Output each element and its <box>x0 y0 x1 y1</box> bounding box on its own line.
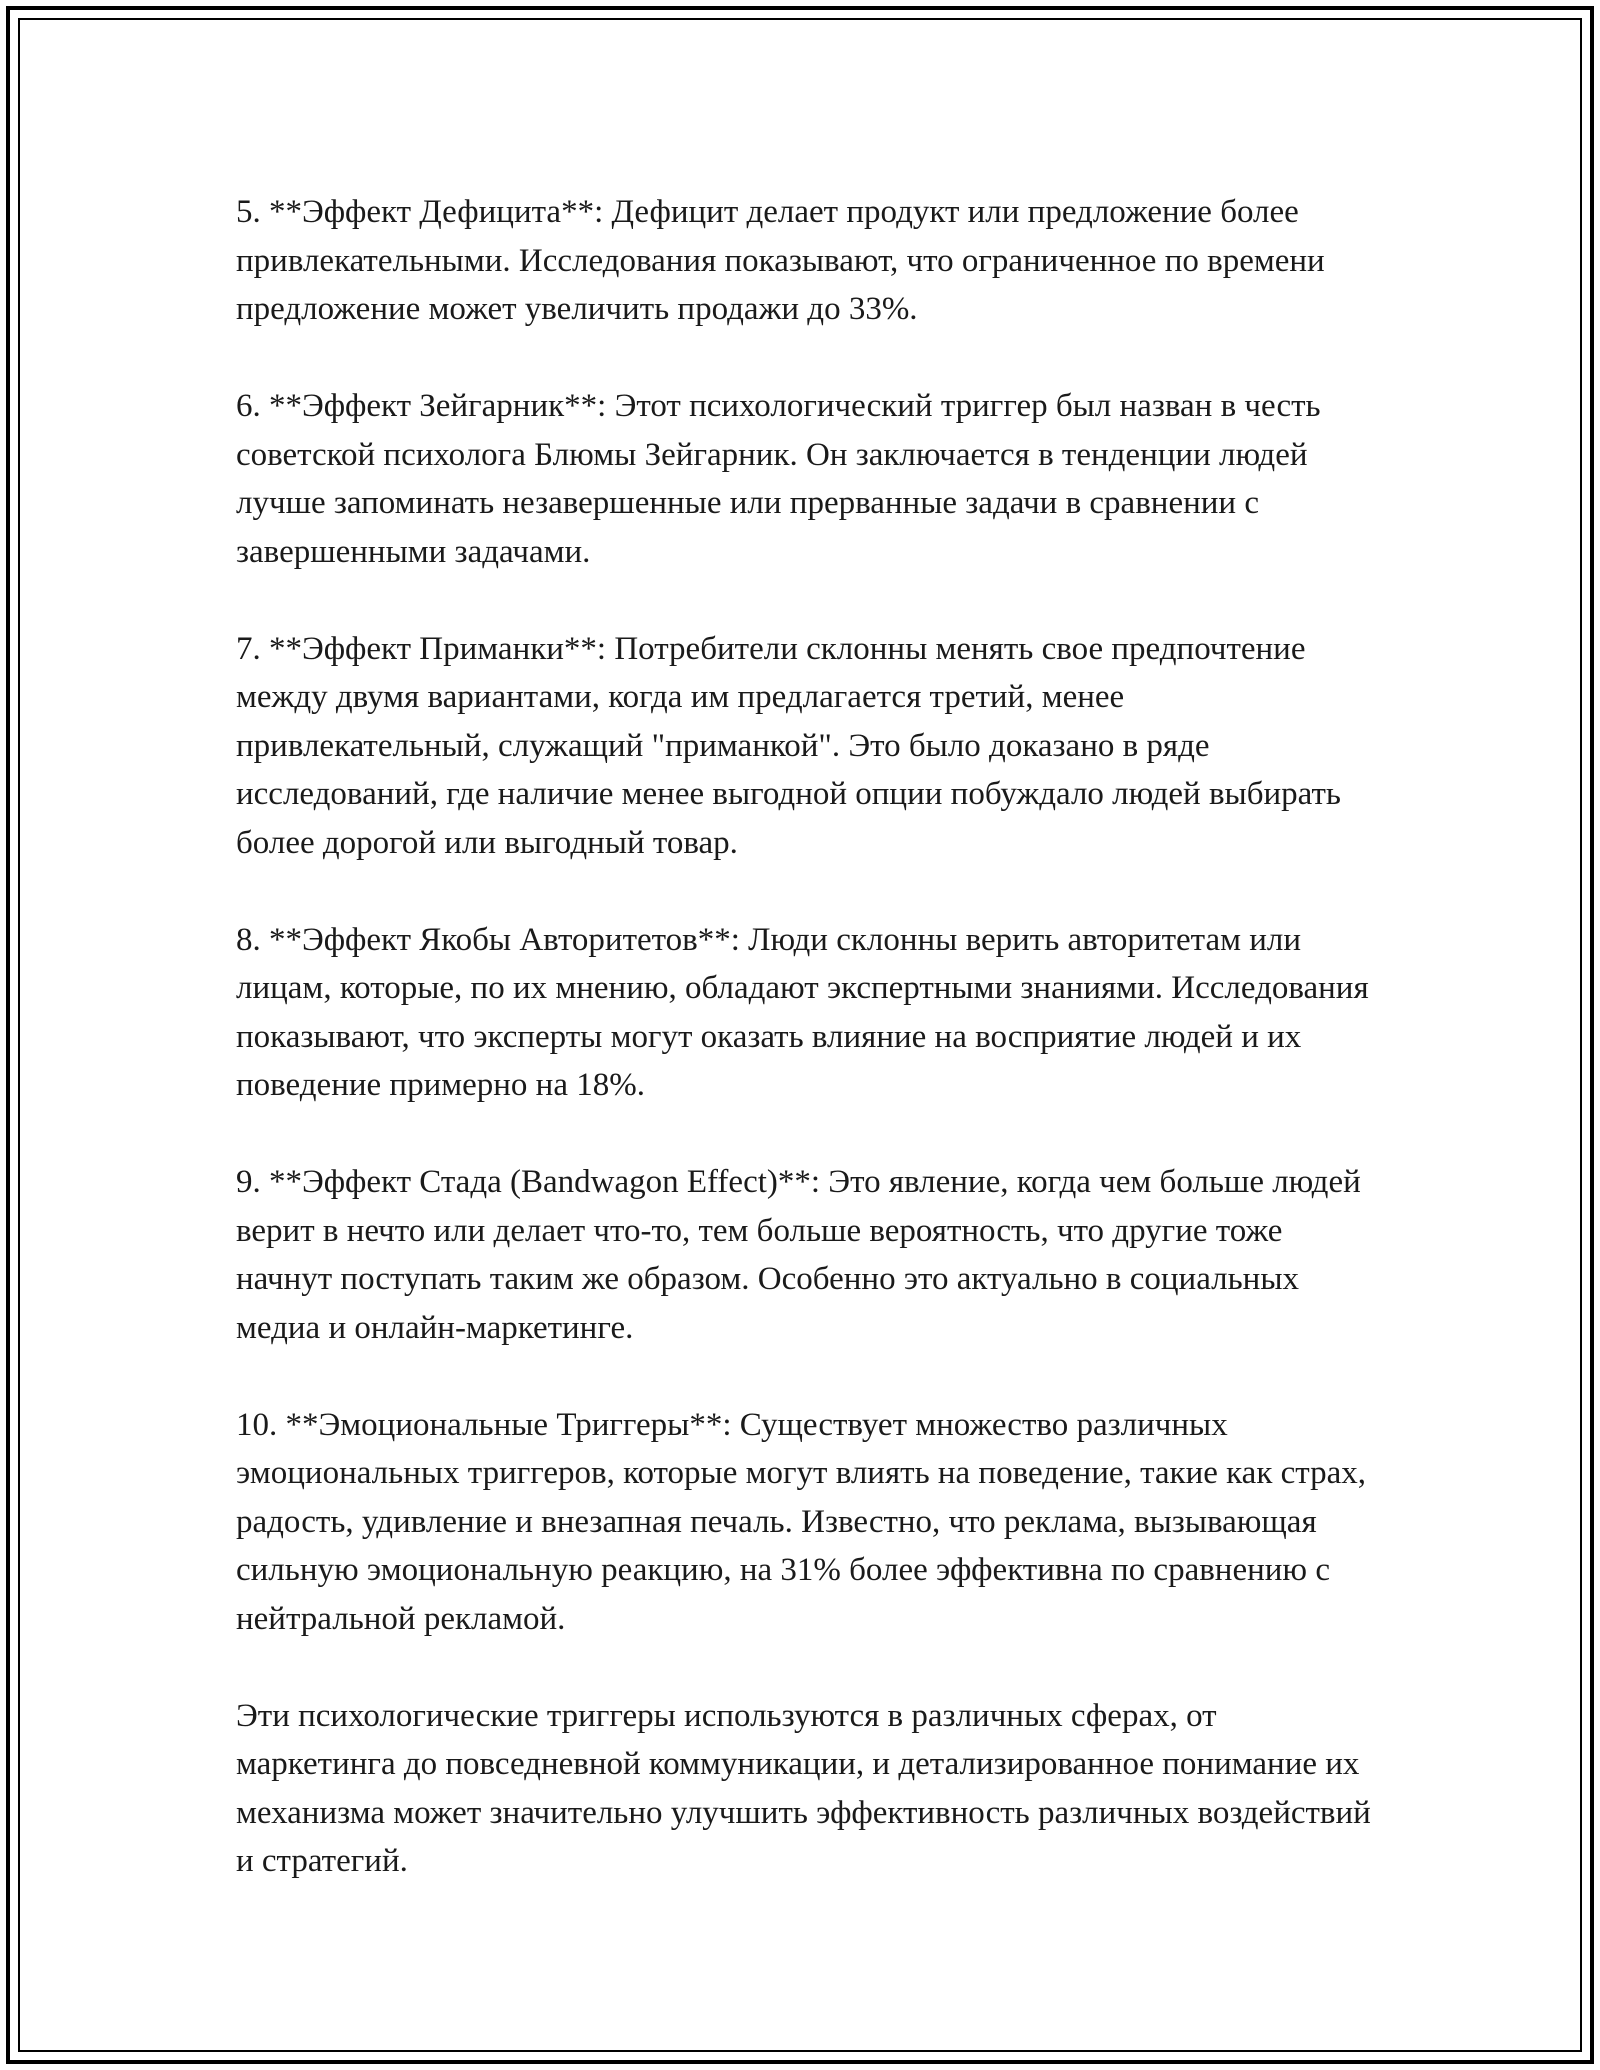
paragraph-authority-effect: 8. **Эффект Якобы Авторитетов**: Люди склонны верить авторитетам или лицам, которые, по их мнению, обладают экспертными знаниями. Исследования показывают, что эксперты могут оказать влияние на восприятие людей и их поведение примерно на 18%. <box>236 921 1369 1103</box>
paragraph-zeigarnik-effect: 6. **Эффект Зейгарник**: Этот психологический триггер был назван в честь советской психолога Блюмы Зейгарник. Он заключается в тенденции людей лучше запоминать незавершенные или прерванные задачи в сравнении с завершенными задачами. <box>236 388 1321 570</box>
paragraph-conclusion: Эти психологические триггеры используются в различных сферах, от маркетинга до повседневной коммуникации, и детализированное понимание их механизма может значительно улучшить эффективность различных воздействий и стратегий. <box>236 1697 1371 1879</box>
paragraph-emotional-triggers: 10. **Эмоциональные Триггеры**: Существует множество различных эмоциональных триггеров, которые могут влиять на поведение, такие как страх, радость, удивление и внезапная печаль. Известно, что реклама, вызывающая сильную эмоциональную реакцию, на 31% более эффективна по сравнению с нейтральной рекламой. <box>236 1406 1366 1637</box>
paragraph-scarcity-effect: 5. **Эффект Дефицита**: Дефицит делает продукт или предложение более привлекательными. Исследования показывают, что ограниченное по времени предложение может увеличить продажи до 33%. <box>236 194 1325 327</box>
document-body <box>236 188 1376 1886</box>
paragraph-decoy-effect: 7. **Эффект Приманки**: Потребители склонны менять свое предпочтение между двумя вариантами, когда им предлагается третий, менее привлекательный, служащий "приманкой". Это было доказано в ряде исследований, где наличие менее выгодной опции побуждало людей выбирать более дорогой или выгодный товар. <box>236 630 1341 861</box>
paragraph-bandwagon-effect: 9. **Эффект Стада (Bandwagon Effect)**: Это явление, когда чем больше людей верит в нечто или делает что-то, тем больше вероятность, что другие тоже начнут поступать таким же образом. Особенно это актуально в социальных медиа и онлайн-маркетинге. <box>236 1164 1361 1346</box>
